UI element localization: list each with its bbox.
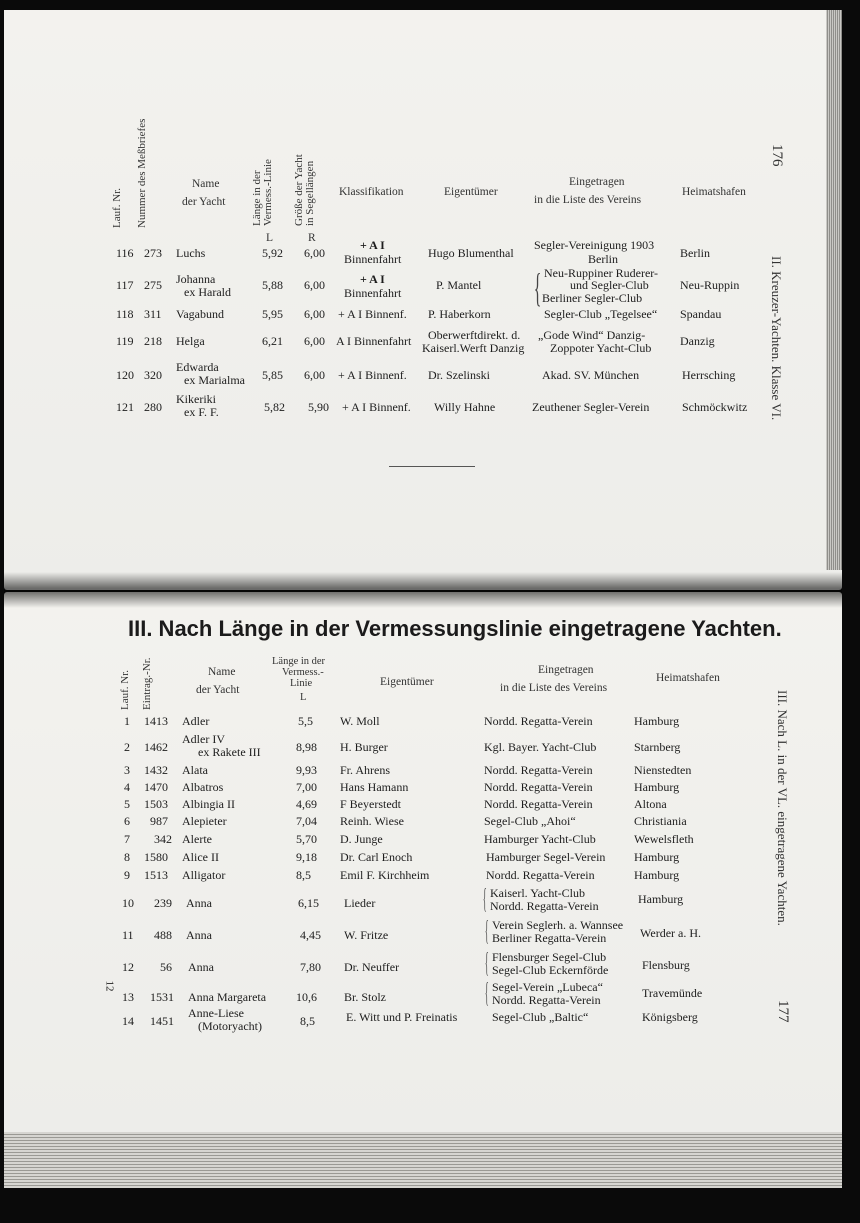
- cell-owner: F Beyerstedt: [340, 797, 401, 811]
- cell-verein: Segel-Club „Ahoi“: [484, 814, 576, 828]
- header-name-2: der Yacht: [182, 196, 226, 208]
- cell-L: 5,70: [296, 832, 317, 846]
- cell-L: 6,21: [262, 334, 283, 348]
- cell-R: 6,00: [304, 368, 325, 382]
- cell-name: Anna: [188, 960, 214, 974]
- cell-hafen: Spandau: [680, 307, 722, 321]
- cell-nr: 118: [116, 307, 134, 321]
- cell-nr: 6: [124, 814, 130, 828]
- cell-nr: 4: [124, 780, 130, 794]
- cell-L: 7,00: [296, 780, 317, 794]
- brace: {: [484, 916, 489, 947]
- cell-L: 8,5: [296, 868, 311, 882]
- cell-verein: Neu-Ruppiner Ruderer-: [544, 266, 659, 280]
- cell-L: 4,45: [300, 928, 321, 942]
- cell-verein-2: Segel-Club Eckernförde: [492, 963, 609, 977]
- cell-owner: Br. Stolz: [344, 990, 387, 1004]
- page-title: III. Nach Länge in der Vermessungslinie eingetragene Yachten.: [128, 616, 782, 641]
- cell-nr: 9: [124, 868, 130, 882]
- cell-R: 6,00: [304, 278, 325, 292]
- cell-eintrag: 1451: [150, 1014, 174, 1028]
- cell-name: Alepieter: [182, 814, 227, 828]
- cell-name-2: ex F. F.: [184, 405, 219, 419]
- cell-brief: 280: [144, 400, 162, 414]
- cell-nr: 5: [124, 797, 130, 811]
- cell-hafen: Wewelsfleth: [634, 832, 694, 846]
- cell-owner: Oberwerftdirekt. d.: [428, 328, 521, 342]
- cell-hafen: Starnberg: [634, 740, 681, 754]
- cell-klass: A I Binnenfahrt: [336, 334, 412, 348]
- cell-R: 6,00: [304, 307, 325, 321]
- cell-verein: Hamburger Yacht-Club: [484, 832, 596, 846]
- cell-owner: Hugo Blumenthal: [428, 246, 514, 260]
- cell-owner: Dr. Neuffer: [344, 960, 400, 974]
- cell-verein: Segel-Verein „Lubeca“: [492, 980, 603, 994]
- cell-name: Alata: [182, 763, 208, 777]
- cell-L: 7,04: [296, 814, 317, 828]
- page-number: 177: [775, 1000, 791, 1023]
- cell-brief: 275: [144, 278, 162, 292]
- cell-nr: 12: [122, 960, 134, 974]
- cell-name: Helga: [176, 334, 205, 348]
- cell-name-2: ex Harald: [184, 285, 231, 299]
- cell-verein-3: Berliner Segler-Club: [542, 291, 643, 305]
- cell-verein: Nordd. Regatta-Verein: [484, 780, 593, 794]
- header-eintrag-nr: Eintrag.-Nr.: [141, 657, 153, 710]
- header-eigentuemer: Eigentümer: [380, 676, 434, 688]
- cell-hafen: Travemünde: [642, 986, 703, 1000]
- cell-owner-2: Kaiserl.Werft Danzig: [422, 341, 525, 355]
- cell-L: 5,5: [298, 714, 313, 728]
- cell-verein-2: Nordd. Regatta-Verein: [492, 993, 601, 1007]
- cell-nr: 117: [116, 278, 134, 292]
- cell-name: Kikeriki: [176, 392, 216, 406]
- cell-hafen: Herrsching: [682, 368, 736, 382]
- cell-nr: 14: [122, 1014, 134, 1028]
- header-eingetragen-2: in die Liste des Vereins: [534, 194, 642, 206]
- cell-owner: D. Junge: [340, 832, 383, 846]
- cell-hafen: Hamburg: [634, 850, 680, 864]
- header-groesse-sub: R: [308, 232, 316, 244]
- running-title: III. Nach L. in der VL. eingetragene Yachten.: [775, 690, 790, 926]
- header-laenge-2: Vermess.-: [282, 667, 324, 678]
- cell-klass-2: Binnenfahrt: [344, 286, 402, 300]
- cell-nr: 121: [116, 400, 134, 414]
- brace: {: [484, 978, 489, 1009]
- cell-hafen: Königsberg: [642, 1010, 698, 1024]
- cell-owner: Willy Hahne: [434, 400, 496, 414]
- cell-verein: Kaiserl. Yacht-Club: [490, 886, 585, 900]
- margin-note: 12: [103, 980, 116, 992]
- cell-nr: 116: [116, 246, 134, 260]
- cell-L: 9,18: [296, 850, 317, 864]
- cell-name: Adler: [182, 714, 210, 728]
- cell-nr: 13: [122, 990, 134, 1004]
- header-eingetragen-2: in die Liste des Vereins: [500, 682, 608, 694]
- page-edge-right: [826, 10, 842, 570]
- cell-verein: Verein Seglerh. a. Wannsee: [492, 918, 624, 932]
- cell-brief: 311: [144, 307, 162, 321]
- cell-nr: 2: [124, 740, 130, 754]
- cell-owner: W. Fritze: [344, 928, 389, 942]
- brace: {: [484, 948, 489, 979]
- header-eigentuemer: Eigentümer: [444, 186, 498, 198]
- cell-verein: Zeuthener Segler-Verein: [532, 400, 650, 414]
- cell-eintrag: 1513: [144, 868, 168, 882]
- cell-L: 8,98: [296, 740, 317, 754]
- cell-L: 5,92: [262, 246, 283, 260]
- cell-owner: Fr. Ahrens: [340, 763, 391, 777]
- header-eingetragen-1: Eingetragen: [538, 664, 594, 676]
- cell-name-2: (Motoryacht): [198, 1019, 262, 1033]
- cell-hafen: Flensburg: [642, 958, 690, 972]
- cell-name: Anna: [186, 928, 212, 942]
- cell-verein-2: Nordd. Regatta-Verein: [490, 899, 599, 913]
- section-divider: [389, 466, 475, 467]
- running-title: II. Kreuzer-Yachten. Klasse VI.: [769, 256, 784, 421]
- top-page: [4, 10, 842, 590]
- header-laenge: Länge in der Vermess.-Linie: [251, 159, 274, 226]
- cell-verein: Nordd. Regatta-Verein: [484, 797, 593, 811]
- page-number: 176: [769, 144, 785, 167]
- cell-brief: 218: [144, 334, 162, 348]
- cell-L: 5,88: [262, 278, 283, 292]
- bottom-page: [4, 592, 842, 1132]
- cell-hafen: Schmöckwitz: [682, 400, 748, 414]
- cell-hafen: Berlin: [680, 246, 710, 260]
- cell-nr: 11: [122, 928, 134, 942]
- cell-name: Edwarda: [176, 360, 219, 374]
- cell-klass-2: Binnenfahrt: [344, 252, 402, 266]
- header-heimatshafen: Heimatshafen: [656, 672, 720, 684]
- cell-klass: + A I: [360, 272, 385, 286]
- cell-name: Luchs: [176, 246, 206, 260]
- cell-eintrag: 1462: [144, 740, 168, 754]
- cell-owner: E. Witt und P. Freinatis: [346, 1010, 458, 1024]
- cell-hafen: Christiania: [634, 814, 687, 828]
- header-laenge-sub: L: [266, 232, 274, 244]
- cell-L: 5,82: [264, 400, 285, 414]
- cell-verein-2: Berlin: [588, 252, 618, 266]
- cell-owner: Hans Hamann: [340, 780, 409, 794]
- header-eingetragen-1: Eingetragen: [569, 176, 625, 188]
- brace: {: [533, 265, 542, 310]
- cell-L: 5,95: [262, 307, 283, 321]
- cell-eintrag: 1531: [150, 990, 174, 1004]
- cell-L: 8,5: [300, 1014, 315, 1028]
- cell-hafen: Altona: [634, 797, 667, 811]
- cell-name: Albatros: [182, 780, 224, 794]
- header-messbrief: Nummer des Meßbriefes: [136, 118, 148, 228]
- cell-nr: 8: [124, 850, 130, 864]
- cell-R: 6,00: [304, 246, 325, 260]
- cell-klass: + A I: [360, 238, 385, 252]
- cell-verein: Segel-Club „Baltic“: [492, 1010, 589, 1024]
- cell-name: Anne-Liese: [188, 1006, 244, 1020]
- cell-verein-2: Berliner Regatta-Verein: [492, 931, 607, 945]
- cell-eintrag: 56: [160, 960, 172, 974]
- cell-eintrag: 1503: [144, 797, 168, 811]
- cell-eintrag: 1580: [144, 850, 168, 864]
- cell-klass: + A I Binnenf.: [338, 368, 407, 382]
- brace: {: [482, 884, 487, 915]
- cell-name: Alligator: [182, 868, 226, 882]
- cell-name: Alice II: [182, 850, 219, 864]
- cell-hafen: Hamburg: [634, 868, 680, 882]
- cell-klass: + A I Binnenf.: [338, 307, 407, 321]
- cell-verein-2: und Segler-Club: [570, 278, 649, 292]
- cell-R: 6,00: [304, 334, 325, 348]
- cell-nr: 10: [122, 896, 134, 910]
- cell-hafen: Hamburg: [634, 780, 680, 794]
- header-name-1: Name: [192, 178, 220, 190]
- cell-name: Vagabund: [176, 307, 224, 321]
- header-groesse: Größe der Yacht in Segellängen: [293, 154, 316, 226]
- header-name-2: der Yacht: [196, 684, 240, 696]
- cell-verein: Nordd. Regatta-Verein: [484, 763, 593, 777]
- page-edges-bottom: [4, 1132, 842, 1188]
- cell-eintrag: 342: [154, 832, 172, 846]
- cell-name: Alerte: [182, 832, 212, 846]
- cell-nr: 120: [116, 368, 134, 382]
- cell-name-2: ex Rakete III: [198, 745, 261, 759]
- cell-verein: Segler-Club „Tegelsee“: [544, 307, 658, 321]
- cell-brief: 273: [144, 246, 162, 260]
- cell-eintrag: 1413: [144, 714, 168, 728]
- cell-owner: W. Moll: [340, 714, 380, 728]
- header-klassifikation: Klassifikation: [339, 186, 404, 198]
- header-laenge-1: Länge in der: [272, 656, 326, 667]
- cell-hafen: Neu-Ruppin: [680, 278, 740, 292]
- cell-name: Anna Margareta: [188, 990, 267, 1004]
- cell-hafen: Danzig: [680, 334, 715, 348]
- cell-L: 5,85: [262, 368, 283, 382]
- cell-eintrag: 239: [154, 896, 172, 910]
- cell-eintrag: 488: [154, 928, 172, 942]
- cell-verein: „Gode Wind“ Danzig-: [538, 328, 646, 342]
- cell-name-2: ex Marialma: [184, 373, 245, 387]
- cell-owner: Emil F. Kirchheim: [340, 868, 430, 882]
- cell-eintrag: 987: [150, 814, 168, 828]
- header-laenge-sub: L: [300, 692, 307, 703]
- cell-verein: Nordd. Regatta-Verein: [484, 714, 593, 728]
- cell-owner: Lieder: [344, 896, 376, 910]
- cell-eintrag: 1432: [144, 763, 168, 777]
- cell-name: Adler IV: [182, 732, 225, 746]
- cell-L: 4,69: [296, 797, 317, 811]
- cell-name: Albingia II: [182, 797, 235, 811]
- header-laenge-3: Linie: [290, 678, 313, 689]
- book-gutter: [4, 572, 842, 608]
- cell-verein: Hamburger Segel-Verein: [486, 850, 606, 864]
- cell-hafen: Hamburg: [634, 714, 680, 728]
- cell-verein: Kgl. Bayer. Yacht-Club: [484, 740, 597, 754]
- header-lauf-nr: Lauf. Nr.: [111, 187, 123, 228]
- cell-L: 7,80: [300, 960, 321, 974]
- cell-hafen: Nienstedten: [634, 763, 692, 777]
- cell-hafen: Hamburg: [638, 892, 684, 906]
- cell-owner: P. Mantel: [436, 278, 482, 292]
- cell-name: Anna: [186, 896, 212, 910]
- cell-L: 6,15: [298, 896, 319, 910]
- cell-name: Johanna: [176, 272, 216, 286]
- cell-verein: Segler-Vereinigung 1903: [534, 238, 655, 252]
- cell-L: 9,93: [296, 763, 317, 777]
- cell-eintrag: 1470: [144, 780, 168, 794]
- cell-klass: + A I Binnenf.: [342, 400, 411, 414]
- cell-nr: 119: [116, 334, 134, 348]
- cell-nr: 3: [124, 763, 130, 777]
- cell-nr: 1: [124, 714, 130, 728]
- header-name-1: Name: [208, 666, 236, 678]
- cell-verein: Nordd. Regatta-Verein: [486, 868, 595, 882]
- cell-owner: Dr. Carl Enoch: [340, 850, 413, 864]
- header-heimatshafen: Heimatshafen: [682, 186, 746, 198]
- cell-owner: H. Burger: [340, 740, 388, 754]
- cell-R: 5,90: [308, 400, 329, 414]
- cell-hafen: Werder a. H.: [640, 926, 702, 940]
- header-lauf-nr: Lauf. Nr.: [119, 669, 131, 710]
- cell-L: 10,6: [296, 990, 317, 1004]
- cell-verein: Flensburger Segel-Club: [492, 950, 607, 964]
- cell-owner: Dr. Szelinski: [428, 368, 490, 382]
- cell-nr: 7: [124, 832, 130, 846]
- cell-verein: Akad. SV. München: [542, 368, 640, 382]
- cell-owner: Reinh. Wiese: [340, 814, 404, 828]
- cell-brief: 320: [144, 368, 162, 382]
- cell-owner: P. Haberkorn: [428, 307, 491, 321]
- cell-verein-2: Zoppoter Yacht-Club: [550, 341, 652, 355]
